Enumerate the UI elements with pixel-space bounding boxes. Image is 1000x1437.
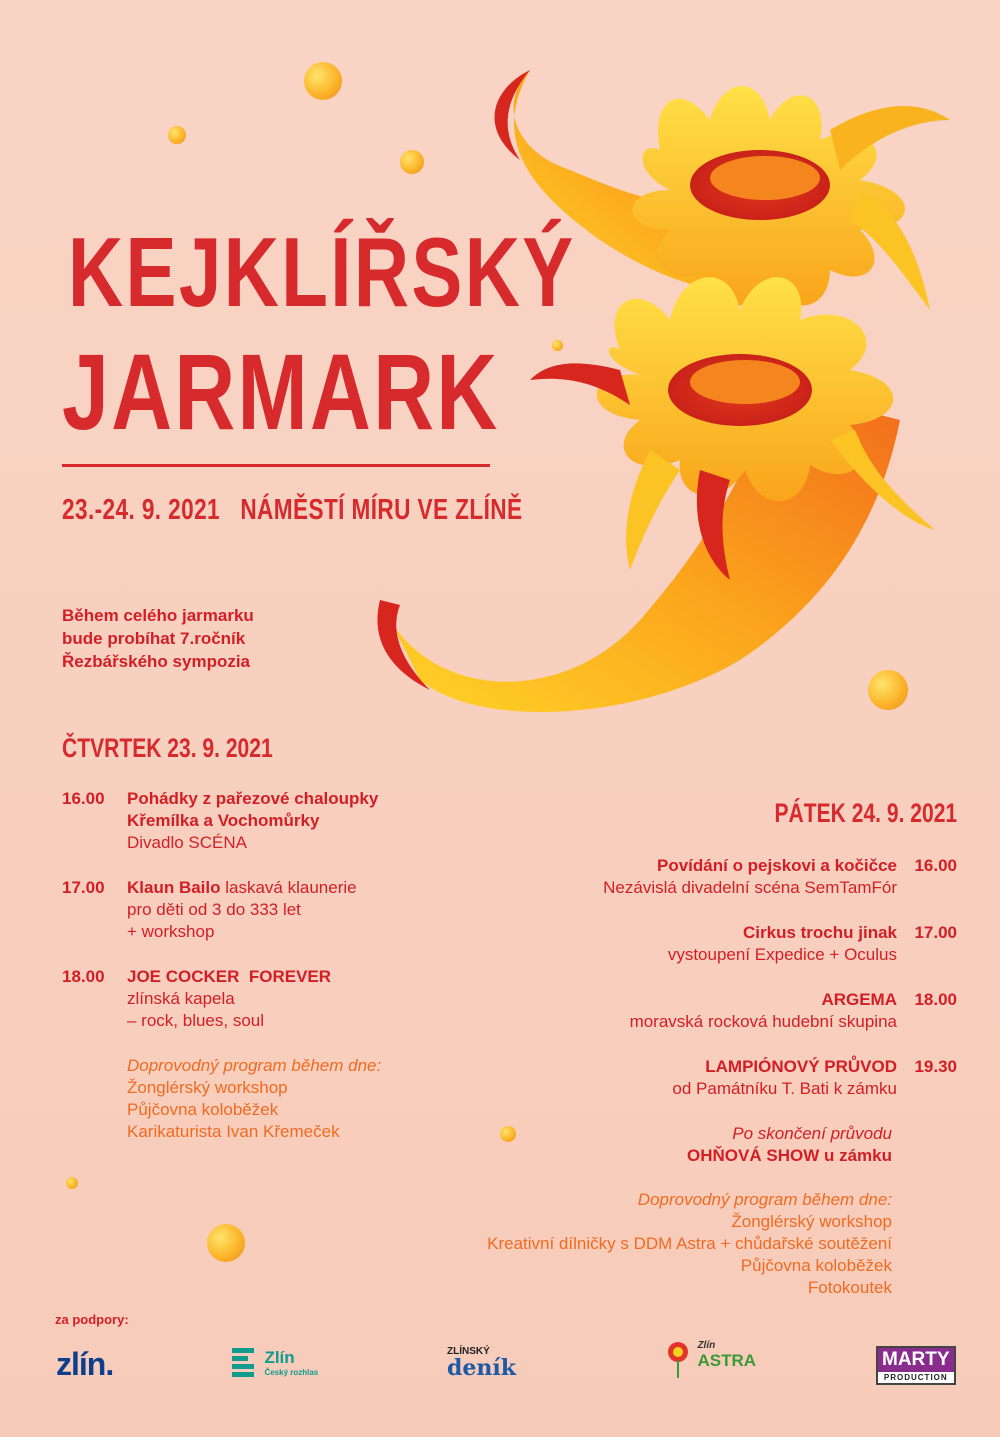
event-title: Křemílka a Vochomůrky <box>127 811 320 830</box>
event-detail: laskavá klaunerie <box>220 878 357 897</box>
decor-dot <box>304 62 342 100</box>
thursday-event <box>62 877 462 943</box>
event-title: Povídání o pejskovi a kočičce <box>657 856 897 875</box>
event-time: 17.00 <box>914 923 957 942</box>
friday-side-program <box>487 1189 892 1299</box>
friday-event <box>668 922 957 966</box>
marty-production-logo: MARTY PRODUCTION <box>876 1346 956 1385</box>
thursday-event <box>62 966 462 1032</box>
event-time: 18.00 <box>914 990 957 1009</box>
symposium-line: Řezbářského sympozia <box>62 652 251 671</box>
event-detail: pro děti od 3 do 333 let <box>127 900 301 919</box>
title-divider <box>62 464 490 467</box>
event-time: 16.00 <box>62 789 105 808</box>
supporters-label: za podpory: <box>55 1312 129 1327</box>
event-detail: zlínská kapela <box>127 989 235 1008</box>
title-line2: JARMARK <box>62 331 500 452</box>
side-program-heading: Doprovodný program během dne: <box>127 1056 382 1075</box>
zlin-logo: zlín. <box>56 1346 114 1382</box>
symposium-line: Během celého jarmarku <box>62 606 254 625</box>
cesky-rozhlas-logo: Zlín Český rozhlas <box>232 1348 318 1378</box>
event-detail: + workshop <box>127 922 215 941</box>
friday-event <box>630 989 957 1033</box>
event-detail: – rock, blues, soul <box>127 1011 265 1030</box>
symposium-note <box>62 604 254 673</box>
side-program-item: Půjčovna koloběžek <box>740 1256 892 1275</box>
ddm-astra-logo: Zlín ASTRA <box>663 1340 756 1380</box>
event-detail: vystoupení Expedice + Oculus <box>667 945 897 964</box>
event-detail: Divadlo SCÉNA <box>127 833 247 852</box>
decor-dot <box>207 1224 245 1262</box>
symposium-line: bude probíhat 7.ročník <box>62 629 246 648</box>
friday-heading: PÁTEK 24. 9. 2021 <box>774 798 957 828</box>
flower-icon <box>663 1340 693 1380</box>
zlinsky-denik-logo: ZLÍNSKÝ deník <box>447 1346 516 1381</box>
event-title: Pohádky z pařezové chaloupky <box>127 789 379 808</box>
thursday-event <box>62 788 462 854</box>
event-time: 19.30 <box>914 1057 957 1076</box>
event-time: 18.00 <box>62 967 105 986</box>
event-place: NÁMĚSTÍ MÍRU VE ZLÍNĚ <box>240 494 523 526</box>
decor-dot <box>66 1177 78 1189</box>
side-program-item: Žonglérský workshop <box>731 1212 892 1231</box>
event-detail: moravská rocková hudební skupina <box>629 1012 897 1031</box>
side-program-item: Karikaturista Ivan Křemeček <box>127 1122 340 1141</box>
decor-dot <box>500 1126 516 1142</box>
side-program-item: Kreativní dílničky s DDM Astra + chůdařské soutěžení <box>487 1234 892 1253</box>
event-title: JOE COCKER FOREVER <box>127 967 332 986</box>
side-program-heading: Doprovodný program během dne: <box>637 1190 892 1209</box>
event-dates: 23.-24. 9. 2021 <box>62 494 221 526</box>
event-time: 17.00 <box>62 878 105 897</box>
rozhlas-icon <box>232 1348 256 1378</box>
side-program-item: Půjčovna koloběžek <box>127 1100 279 1119</box>
event-detail: Nezávislá divadelní scéna SemTamFór <box>603 878 897 897</box>
fire-show-title: OHŇOVÁ SHOW u zámku <box>687 1146 892 1165</box>
thursday-heading: ČTVRTEK 23. 9. 2021 <box>62 733 273 763</box>
friday-event <box>672 1056 957 1100</box>
event-title: Cirkus trochu jinak <box>743 923 897 942</box>
decor-dot <box>168 126 186 144</box>
fire-show-note <box>687 1123 892 1167</box>
event-time: 16.00 <box>914 856 957 875</box>
event-title: ARGEMA <box>821 990 897 1009</box>
title-line1: KEJKLÍŘSKÝ <box>68 217 576 327</box>
event-detail: od Památníku T. Bati k zámku <box>672 1079 897 1098</box>
side-program-item: Fotokoutek <box>807 1278 892 1297</box>
dateline <box>62 494 522 527</box>
event-title: Klaun Bailo <box>127 878 221 897</box>
side-program-item: Žonglérský workshop <box>127 1078 288 1097</box>
thursday-side-program <box>127 1055 381 1143</box>
fire-show-line: Po skončení průvodu <box>732 1124 892 1143</box>
friday-event <box>603 855 957 899</box>
event-title: LAMPIÓNOVÝ PRŮVOD <box>705 1057 897 1076</box>
